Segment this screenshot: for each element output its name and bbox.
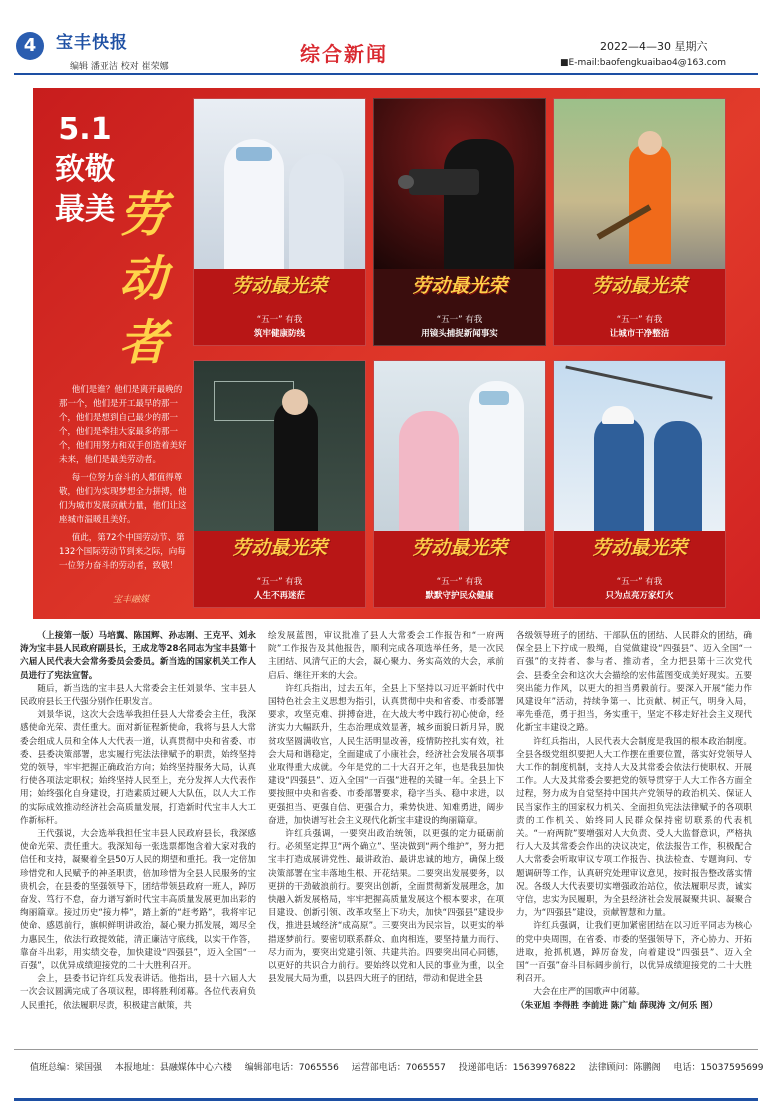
bottom-border [14,1098,758,1101]
panel-subtitle: “五一” 有我 [436,315,483,325]
footer-legal-counsel: 法律顾问：陈鹏阁 [588,1063,661,1073]
feature-title-prefix: 5.1致敬最美 [55,112,115,227]
feature-paragraph: 值此，第72个中国劳动节、第132个国际劳动节到来之际，向每一位努力奋斗的劳动者，致敬！ [59,533,186,571]
labor-day-feature [33,88,760,619]
header-divider [14,73,758,75]
feature-title-main: 劳动者 [118,187,167,371]
panel-caption: 筑牢健康防线 [253,329,305,339]
article-column-1 [20,630,256,1013]
panel-caption: 只为点亮万家灯火 [605,591,674,601]
panel-caption: 用镜头捕捉新闻事实 [421,329,498,339]
page-footer [30,1060,764,1073]
panel-slogan: 劳动最光荣 [411,275,507,297]
article-column-3 [516,630,752,1013]
footer-counsel-phone: 电话：15037595699 [673,1063,764,1073]
footer-delivery-phone: 投递部电话：15639976822 [458,1063,576,1073]
article-paragraph: （上接第一版）马培翼、陈国辉、孙志刚、王克平、刘永涛为宝丰县人民政府副县长，王成龙等28名同志为宝丰县第十六届人民代表大会常务委员会委员。新当选的国家机关工作人员进行了宪法宣誓。 [20,631,256,681]
article-paragraph: 大会在庄严的国歌声中闭幕。 [533,987,645,998]
panel-subtitle: “五一” 有我 [256,577,303,587]
photo-panel-medical [193,98,366,346]
feature-intro-text [59,383,187,577]
photo-panel-teacher [193,360,366,608]
footer-editorial-phone: 编辑部电话：7065556 [244,1063,339,1073]
article-paragraph: 刘景华说，这次大会选举我担任县人大常委会主任，我深感使命光荣、责任重大。面对新征程新使命，我将与县人大常委会组成人员和全体人大代表一道，认真贯彻中央和省委、市委、县委决策部署，忠实履行宪法法律赋予的职责，始终坚持党的领导，牢牢把握正确政治方向；始终坚持服务大局，认真行使各项法定职权；始终坚持人民至上，充分发挥人大代表作用；始终强化自身建设，打造素质过硬人大队伍，以人大工作的实际成效推动经济社会高质量发展，打造新时代宝丰人大工作新标杆。 [20,710,256,826]
footer-operations-phone: 运营部电话：7065557 [351,1063,446,1073]
section-title: 综合新闻 [300,42,388,66]
feature-signature: 宝丰融媒 [113,595,150,605]
panel-slogan: 劳动最光荣 [231,537,327,559]
editor-credits: 编辑 潘亚洁 校对 崔荣娜 [70,62,169,72]
panel-caption: 默默守护民众健康 [425,591,494,601]
photo-panel-nurse [373,360,546,608]
medical-worker-photo [194,99,365,269]
panel-subtitle: “五一” 有我 [616,577,663,587]
article-paragraph: 会上，县委书记许红兵发表讲话。他指出，县十六届人大一次会议圆满完成了各项议程，即将胜利闭幕。各位代表肩负人民重托，依法履职尽责，积极建言献策，共 [20,974,256,1011]
street-cleaner-photo [554,99,725,269]
panel-subtitle: “五一” 有我 [256,315,303,325]
panel-subtitle: “五一” 有我 [436,577,483,587]
article-paragraph: 绘发展蓝图，审议批准了县人大常委会工作报告和“一府两院”工作报告及其他报告，顺利完成各项选举任务，是一次民主团结、风清气正的大会，凝心聚力、务实高效的大会，承前启后、继往开来的大会。 [268,631,504,681]
panel-subtitle: “五一” 有我 [616,315,663,325]
article-column-2 [268,630,504,986]
article-byline: （朱亚旭 李得胜 李前进 陈广灿 薛现涛 文/何乐 图） [516,1000,718,1011]
panel-slogan: 劳动最光荣 [591,537,687,559]
article-paragraph: 王代强说，大会选举我担任宝丰县人民政府县长，我深感使命光荣、责任重大。我深知每一张选票都饱含着大家对我的信任和支持，凝聚着全县50万人民的期望和重托。我一定倍加珍惜党和人民赋予的神圣职责，倍加珍惜为全县人民服务的宝贵机会，在县委的坚强领导下，团结带领县政府一班人，踔厉奋发、笃行不怠，奋力谱写新时代宝丰高质量发展更加出彩的绚丽篇章。接过历史“接力棒”，踏上新的“赶考路”，我将牢记使命、感恩前行，旗帜鲜明讲政治，凝心聚力抓发展，竭尽全力惠民生，依法行政提效能，清正廉洁守底线，以实干作答，靠奋斗出彩，用实绩交卷，加快建设“四强县”，迈入全国“一百强”，以优异成绩迎接党的二十大胜利召开。 [20,829,256,972]
page-number: 4 [16,32,44,60]
article-paragraph: 许红兵强调，一要突出政治统领，以更强的定力砥砺前行。必须坚定捍卫“两个确立”、坚决做到“两个维护”，努力把宝丰打造成展讲党性、最讲政治、最讲忠诚的地方，确保上级决策部署在宝丰落地生根、开花结果。二要突出发展要务，以更拼的干劲破浪前行。要突出创新，全面贯彻新发展理念，加快融入新发展格局，牢牢把握高质量发展这个根本要求，在项目建设、创新引领、改革攻坚上下功夫，加快“四强县”建设步伐，推进县域经济“成高原”。三要突出为民宗旨，以更实的举措逐梦前行。要密切联系群众、血肉相连，要坚持量力而行、尽力而为，要突出党建引领、共建共治。四要突出同心同德，以更好的共识合力前行。要始终以党和人民的事业为重，以全县发展大局为重，以县四大班子的团结，带动和促进全县 [268,829,504,985]
newspaper-masthead: 宝丰快报 [56,33,128,53]
contact-email: ■E-mail:baofengkuaibao4@163.com [560,58,726,68]
photo-panel-electrician [553,360,726,608]
article-paragraph: 各级领导班子的团结、干部队伍的团结、人民群众的团结，确保全县上下拧成一股绳，自觉做建设“四强县”、迈入全国“一百强”的支持者、参与者、推动者，全力把县第十三次党代会、县委全会和这次大会描绘的宏伟蓝图变成美好现实。五要突出能力作风，以更大的担当勇毅前行。要深入开展“能力作风建设年”活动，持续争第一、比贡献、树正气，明身入局，率先垂范，勇于担当，务实重干，坚定不移走好社会主义现代化新宝丰建设之路。 [516,631,752,734]
article-paragraph: 许红兵指出，过去五年，全县上下坚持以习近平新时代中国特色社会主义思想为指引，认真贯彻中央和省委、市委部署要求，攻坚克难、拼搏奋进，在大战大考中践行初心使命，经济实力大幅跃升，生态治理成效显著，城乡面貌日新月异，脱贫攻坚圆满收官，人民生活明显改善，疫情防控扎实有效，社会大局和谐稳定，全面建成了小康社会，经济社会发展各项事业取得重大成就。今年是党的二十大召开之年，也是我县加快建设“四强县”、迈入全国“一百强”进程的关键一年。全县上下要按照中央和省委、市委部署要求，稳字当头、稳中求进，以更强担当、更强自信、更强合力，乘势快进、知难勇进，阔步奋进，加快谱写社会主义现代化新宝丰建设的绚丽篇章。 [268,683,504,826]
footer-chief-editor: 值班总编：梁国强 [30,1063,103,1073]
footer-divider [14,1049,758,1050]
photo-panel-sanitation [553,98,726,346]
article-paragraph: 许红兵指出，人民代表大会制度是我国的根本政治制度。全县各级党组织要把人大工作摆在重要位置，落实好党领导人大工作的制度机制，支持人大及其常委会依法行使职权、开展工作。人大及其常委会要把党的领导贯穿于人大工作各方面全过程，努力成为自觉坚持中国共产党领导的政治机关、保证人民当家作主的国家权力机关、全面担负宪法法律赋予的各项职责的工作机关、始终同人民群众保持密切联系的代表机关。“一府两院”要增强对人大负责、受人大监督意识，严格执行人大及其常委会作出的决议决定，依法报告工作，积极配合人大常委会听取审议专项工作报告、执法检查、专题询问、专题调研等工作，认真研究处理审议意见，按时报告整改落实情况。各级人大代表要切实增强政治站位，依法履职尽责，诚实守信，忠实为民履职，为全县经济社会发展凝聚共识、凝聚合力，为“四强县”建设，贡献智慧和力量。 [516,736,752,919]
cameraman-photo [374,99,545,269]
issue-date: 2022—4—30 星期六 [600,40,708,53]
panel-slogan: 劳动最光荣 [231,275,327,297]
feature-paragraph: 他们是谁？他们是离开最晚的那一个，他们是开工最早的那一个，他们是想到自己最少的那一个，他们是牵挂大家最多的那一个，他们用努力和双手创造着美好未来，他们是最美劳动者。 [59,385,187,465]
nurse-photo [374,361,545,531]
panel-caption: 让城市干净整洁 [609,329,670,339]
news-article [20,630,760,1045]
article-paragraph: 随后，新当选的宝丰县人大常委会主任刘景华、宝丰县人民政府县长王代强分别作任职发言。 [20,683,256,708]
teacher-photo [194,361,365,531]
footer-address: 本报地址：县融媒体中心六楼 [114,1063,232,1073]
photo-panel-camera [373,98,546,346]
page-header [0,0,772,76]
electrician-photo [554,361,725,531]
panel-slogan: 劳动最光荣 [411,537,507,559]
panel-slogan: 劳动最光荣 [591,275,687,297]
panel-caption: 人生不再迷茫 [253,591,305,601]
article-paragraph: 许红兵强调，让我们更加紧密团结在以习近平同志为核心的党中央周围，在省委、市委的坚强领导下，齐心协力、开拓进取，抢抓机遇，踔厉奋发，向着建设“四强县”、迈入全国“一百强”奋斗目标阔步前行，以优异成绩迎接党的二十大胜利召开。 [516,921,752,985]
feature-paragraph: 每一位努力奋斗的人都值得尊敬，他们为实现梦想全力拼搏，他们为城市发展贡献力量，他们让这座城市温暖且美好。 [59,473,187,525]
